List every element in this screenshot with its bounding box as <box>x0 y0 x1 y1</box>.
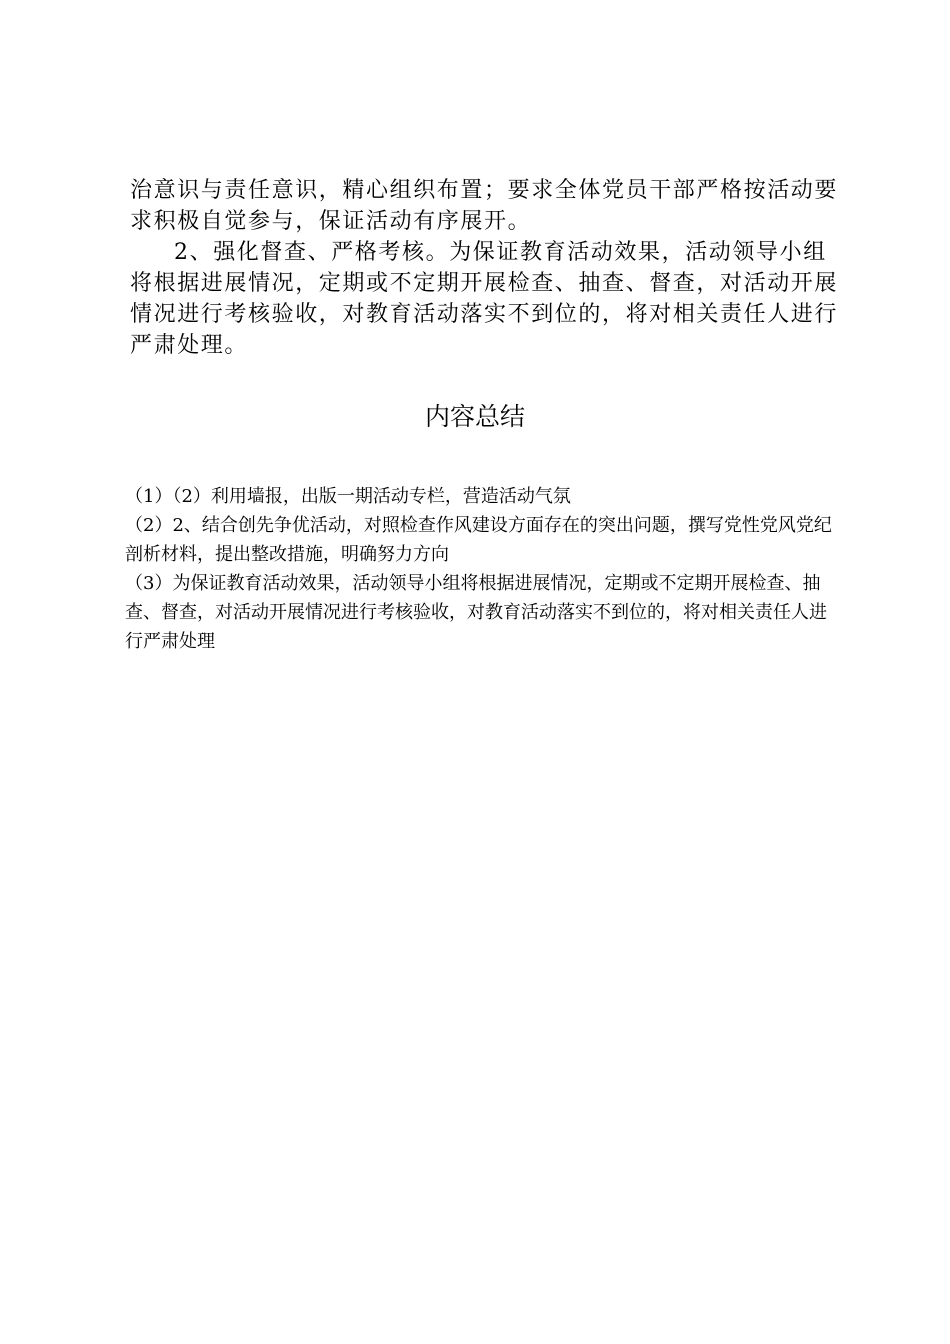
body-paragraph-supervision: 2、强化督查、严格考核。为保证教育活动效果，活动领导小组将根据进展情况，定期或不定期开展检查、抽查、督查，对活动开展情况进行考核验收，对教育活动落实不到位的，将对相关责任人进行严肃处理。 <box>130 240 839 358</box>
summary-item: （3）为保证教育活动效果，活动领导小组将根据进展情况，定期或不定期开展检查、抽查、督查，对活动开展情况进行考核验收，对教育活动落实不到位的，将对相关责任人进行严肃处理 <box>125 573 827 652</box>
summary-list <box>125 482 840 656</box>
summary-item: （1）（2）利用墙报，出版一期活动专栏，营造活动气氛 <box>125 486 571 507</box>
summary-title: 内容总结 <box>424 402 525 431</box>
document-body <box>130 175 840 361</box>
summary-item: （2）2、结合创先争优活动，对照检查作风建设方面存在的突出问题，撰写党性党风党纪剖析材料，提出整改措施，明确努力方向 <box>125 515 832 565</box>
body-paragraph-continuation: 治意识与责任意识，精心组织布置；要求全体党员干部严格按活动要求积极自觉参与，保证活动有序展开。 <box>130 178 839 234</box>
